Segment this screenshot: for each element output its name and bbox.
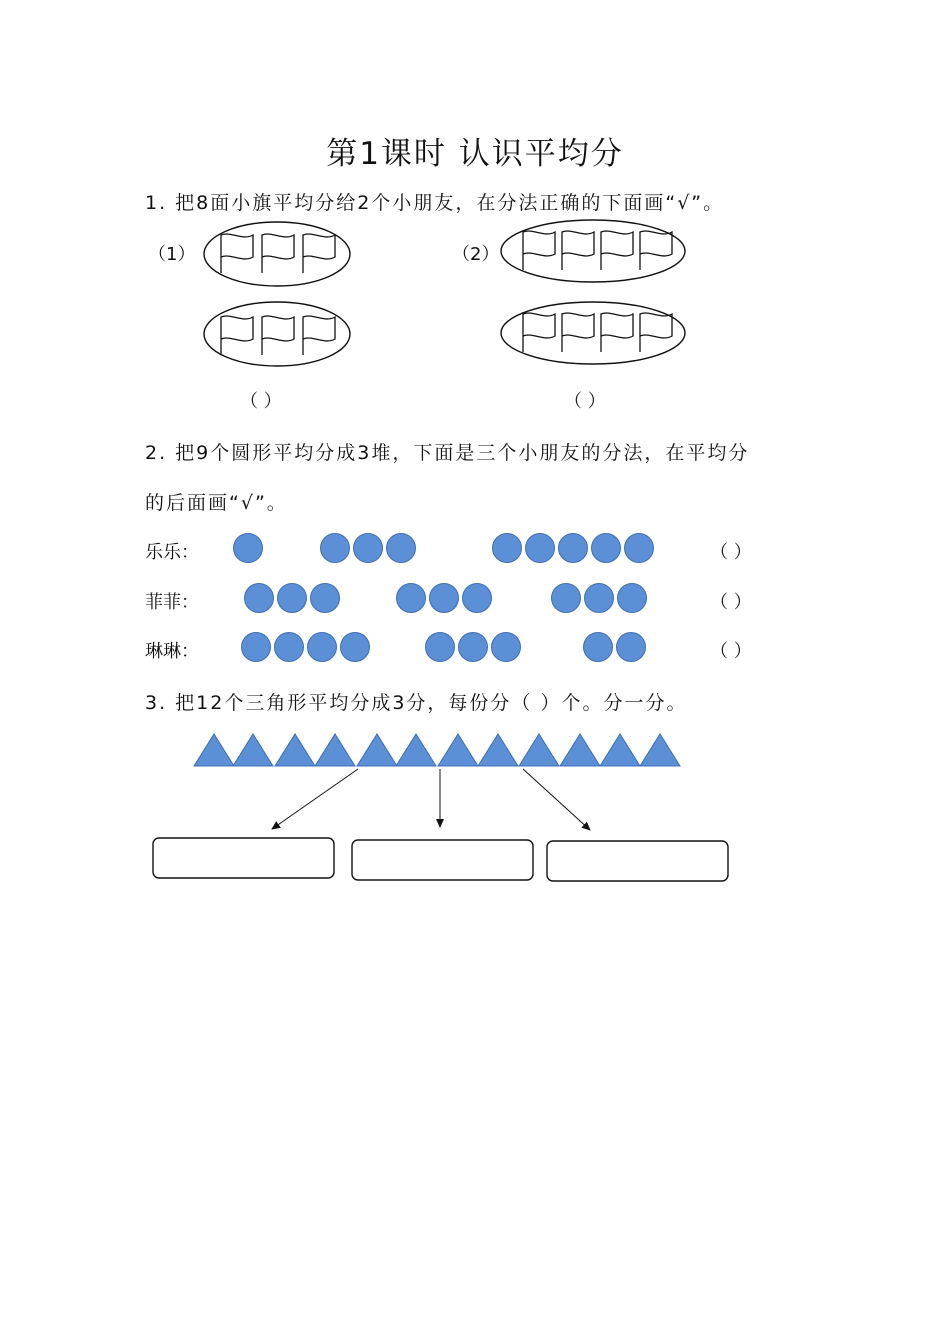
flag-icon [601,231,633,270]
circle-shape [585,584,614,613]
flag-icon [303,234,335,273]
triangle-shape[interactable] [478,734,518,766]
circle-shape [308,633,337,662]
triangle-shape[interactable] [275,734,315,766]
circle-shape [526,534,555,563]
circle-shape [242,633,271,662]
circle-shape [617,633,646,662]
triangle-shape[interactable] [640,734,680,766]
answer-box-1[interactable] [153,838,334,878]
flag-group-ellipse [501,302,685,364]
circle-shape [321,534,350,563]
question-1-text: 1. 把8面小旗平均分给2个小朋友，在分法正确的下面画“√”。 [145,192,725,214]
circle-shape [430,584,459,613]
circle-shape [245,584,274,613]
circle-shape [397,584,426,613]
answer-paren-lele[interactable]: （ ） [710,542,752,563]
option-1-label: （1） [148,244,196,265]
arrow-left [272,769,358,829]
circle-shape [493,534,522,563]
circle-shape [463,584,492,613]
circle-shape [618,584,647,613]
circle-shape [341,633,370,662]
circle-shape [592,534,621,563]
answer-paren-linlin[interactable]: （ ） [710,641,752,662]
question-2-text-line-1: 2. 把9个圆形平均分成3堆，下面是三个小朋友的分法，在平均分 [145,442,750,464]
circle-shape [584,633,613,662]
triangle-shape[interactable] [357,734,397,766]
triangle-shape[interactable] [560,734,600,766]
flag-icon [262,234,294,273]
circle-shape [278,584,307,613]
row-name-feifei: 菲菲： [145,592,199,613]
flag-icon [562,231,594,270]
flag-icon [221,316,253,355]
circle-shape [234,534,263,563]
circle-shape [311,584,340,613]
triangle-shape[interactable] [519,734,559,766]
flag-group-ellipse [501,220,685,282]
circle-shape [387,534,416,563]
row-name-linlin: 琳琳： [145,641,199,662]
answer-paren-feifei[interactable]: （ ） [710,592,752,613]
circle-shape [552,584,581,613]
option-2-label: （2） [452,244,500,265]
question-3-text: 3. 把12个三角形平均分成3分，每份分（ ）个。分一分。 [145,692,688,714]
circle-shape [426,633,455,662]
answer-paren-option-1[interactable]: （ ） [240,391,282,412]
row-name-lele: 乐乐： [145,542,199,563]
arrow-right [523,769,590,830]
triangle-shape[interactable] [396,734,436,766]
flag-group-ellipse [204,302,350,366]
circle-shape [275,633,304,662]
triangle-shape[interactable] [315,734,355,766]
flag-icon [523,231,555,270]
flag-icon [262,316,294,355]
triangle-shape[interactable] [194,734,234,766]
triangle-shape[interactable] [438,734,478,766]
triangle-shape[interactable] [600,734,640,766]
circle-shape [459,633,488,662]
answer-box-3[interactable] [547,841,728,881]
circle-shape [625,534,654,563]
flag-icon [221,234,253,273]
answer-box-2[interactable] [352,840,533,880]
circle-shape [354,534,383,563]
flag-icon [640,313,672,352]
flag-group-ellipse [204,222,350,286]
question-2-text-line-2: 的后面画“√”。 [145,492,288,514]
answer-paren-option-2[interactable]: （ ） [564,391,606,412]
flag-icon [303,316,335,355]
triangle-shape[interactable] [233,734,273,766]
circle-shape [559,534,588,563]
page-title: 第1课时 认识平均分 [326,136,624,172]
flag-icon [523,313,555,352]
circle-shape [492,633,521,662]
flag-icon [640,231,672,270]
flag-icon [562,313,594,352]
flag-icon [601,313,633,352]
